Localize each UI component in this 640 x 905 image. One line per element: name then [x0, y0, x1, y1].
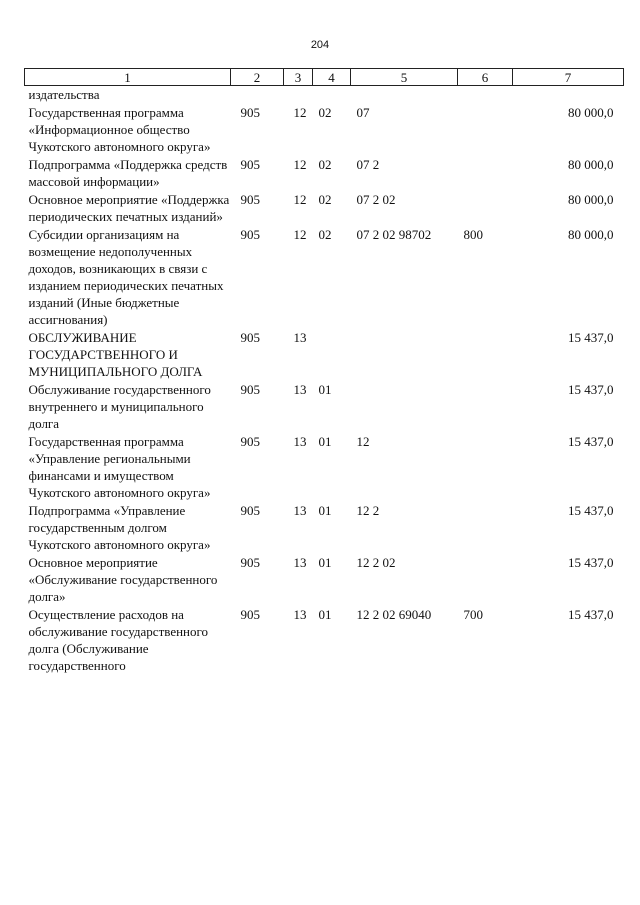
section-code-cell: 13 — [293, 434, 307, 449]
table-row — [25, 329, 624, 381]
amount-cell: 15 437,0 — [568, 434, 614, 449]
section-code-cell: 13 — [293, 382, 307, 397]
target-article-cell: 12 — [356, 434, 370, 449]
section-code-cell: 13 — [293, 607, 307, 622]
subsection-code-cell: 01 — [318, 555, 332, 570]
header-col-6: 6 — [458, 69, 513, 86]
table-row — [25, 191, 624, 226]
expense-type-cell — [458, 191, 513, 226]
ved-code-cell: 905 — [240, 330, 260, 345]
subsection-code-cell: 02 — [318, 105, 332, 120]
ved-code-cell: 905 — [240, 503, 260, 518]
target-article-cell: 12 2 02 69040 — [356, 607, 432, 622]
row-name-cell: Государственная программа «Информационное общество Чукотского автономного округа» — [28, 105, 211, 154]
expense-type-cell — [458, 502, 513, 554]
row-name-cell: Основное мероприятие «Поддержка периодических печатных изданий» — [28, 192, 230, 224]
target-article-cell: 07 2 02 98702 — [356, 227, 432, 242]
row-name-cell: Государственная программа «Управление региональными финансами и имуществом Чукотского автономного округа» — [28, 434, 211, 500]
header-col-4: 4 — [313, 69, 351, 86]
amount-cell: 15 437,0 — [568, 503, 614, 518]
table-row — [25, 433, 624, 502]
section-code-cell: 12 — [293, 105, 307, 120]
table-row — [25, 381, 624, 433]
expense-type-cell — [458, 433, 513, 502]
expense-type-cell — [458, 329, 513, 381]
ved-code-cell — [231, 86, 284, 105]
subsection-code-cell: 02 — [318, 192, 332, 207]
subsection-code-cell: 01 — [318, 382, 332, 397]
subsection-code-cell: 02 — [318, 157, 332, 172]
target-article-cell: 12 2 — [356, 503, 380, 518]
target-article-cell: 07 2 — [356, 157, 380, 172]
ved-code-cell: 905 — [240, 227, 260, 242]
subsection-code-cell: 01 — [318, 607, 332, 622]
header-col-2: 2 — [231, 69, 284, 86]
row-name-cell: издательства — [28, 87, 100, 102]
table-row — [25, 156, 624, 191]
section-code-cell: 13 — [293, 330, 307, 345]
subsection-code-cell: 01 — [318, 503, 332, 518]
row-name-cell: Обслуживание государственного внутреннего и муниципального долга — [28, 382, 211, 431]
ved-code-cell: 905 — [240, 382, 260, 397]
amount-cell: 80 000,0 — [568, 157, 614, 172]
header-row — [25, 69, 624, 86]
row-name-cell: ОБСЛУЖИВАНИЕ ГОСУДАРСТВЕННОГО И МУНИЦИПАЛЬНОГО ДОЛГА — [28, 330, 203, 379]
amount-cell: 15 437,0 — [568, 555, 614, 570]
ved-code-cell: 905 — [240, 607, 260, 622]
amount-cell: 80 000,0 — [568, 192, 614, 207]
expense-type-cell: 700 — [463, 607, 483, 622]
expense-type-cell — [458, 554, 513, 606]
expense-type-cell — [458, 104, 513, 156]
table-row — [25, 226, 624, 329]
section-code-cell: 12 — [293, 227, 307, 242]
amount-cell: 80 000,0 — [568, 227, 614, 242]
table-row — [25, 104, 624, 156]
section-code-cell: 12 — [293, 157, 307, 172]
row-name-cell: Подпрограмма «Поддержка средств массовой информации» — [28, 157, 228, 189]
table-row — [25, 86, 624, 105]
section-code-cell: 13 — [293, 555, 307, 570]
header-col-3: 3 — [284, 69, 313, 86]
row-name-cell: Осуществление расходов на обслуживание государственного долга (Обслуживание государственного — [28, 607, 209, 673]
section-code-cell: 12 — [293, 192, 307, 207]
section-code-cell — [284, 86, 313, 105]
amount-cell: 15 437,0 — [568, 330, 614, 345]
table-body — [25, 86, 624, 676]
subsection-code-cell — [313, 329, 351, 381]
table-row — [25, 502, 624, 554]
target-article-cell — [351, 86, 458, 105]
target-article-cell: 07 2 02 — [356, 192, 396, 207]
ved-code-cell: 905 — [240, 157, 260, 172]
amount-cell: 80 000,0 — [568, 105, 614, 120]
header-col-7: 7 — [513, 69, 624, 86]
row-name-cell: Подпрограмма «Управление государственным долгом Чукотского автономного округа» — [28, 503, 211, 552]
subsection-code-cell: 02 — [318, 227, 332, 242]
table-row — [25, 554, 624, 606]
page-number: 204 — [310, 39, 330, 51]
section-code-cell: 13 — [293, 503, 307, 518]
expense-type-cell: 800 — [463, 227, 483, 242]
ved-code-cell: 905 — [240, 434, 260, 449]
table-row — [25, 606, 624, 675]
target-article-cell: 07 — [356, 105, 370, 120]
expense-type-cell — [458, 381, 513, 433]
amount-cell: 15 437,0 — [568, 382, 614, 397]
budget-table — [24, 68, 624, 675]
amount-cell — [513, 86, 624, 105]
subsection-code-cell — [313, 86, 351, 105]
target-article-cell: 12 2 02 — [356, 555, 396, 570]
ved-code-cell: 905 — [240, 192, 260, 207]
row-name-cell: Субсидии организациям на возмещение недополученных доходов, возникающих в связи с изданием периодических печатных изданий (Иные бюджетные ассигнования) — [28, 227, 224, 327]
target-article-cell — [351, 381, 458, 433]
expense-type-cell — [458, 156, 513, 191]
amount-cell: 15 437,0 — [568, 607, 614, 622]
header-col-5: 5 — [351, 69, 458, 86]
target-article-cell — [351, 329, 458, 381]
header-col-1: 1 — [25, 69, 231, 86]
subsection-code-cell: 01 — [318, 434, 332, 449]
row-name-cell: Основное мероприятие «Обслуживание государственного долга» — [28, 555, 218, 604]
expense-type-cell — [458, 86, 513, 105]
ved-code-cell: 905 — [240, 555, 260, 570]
ved-code-cell: 905 — [240, 105, 260, 120]
